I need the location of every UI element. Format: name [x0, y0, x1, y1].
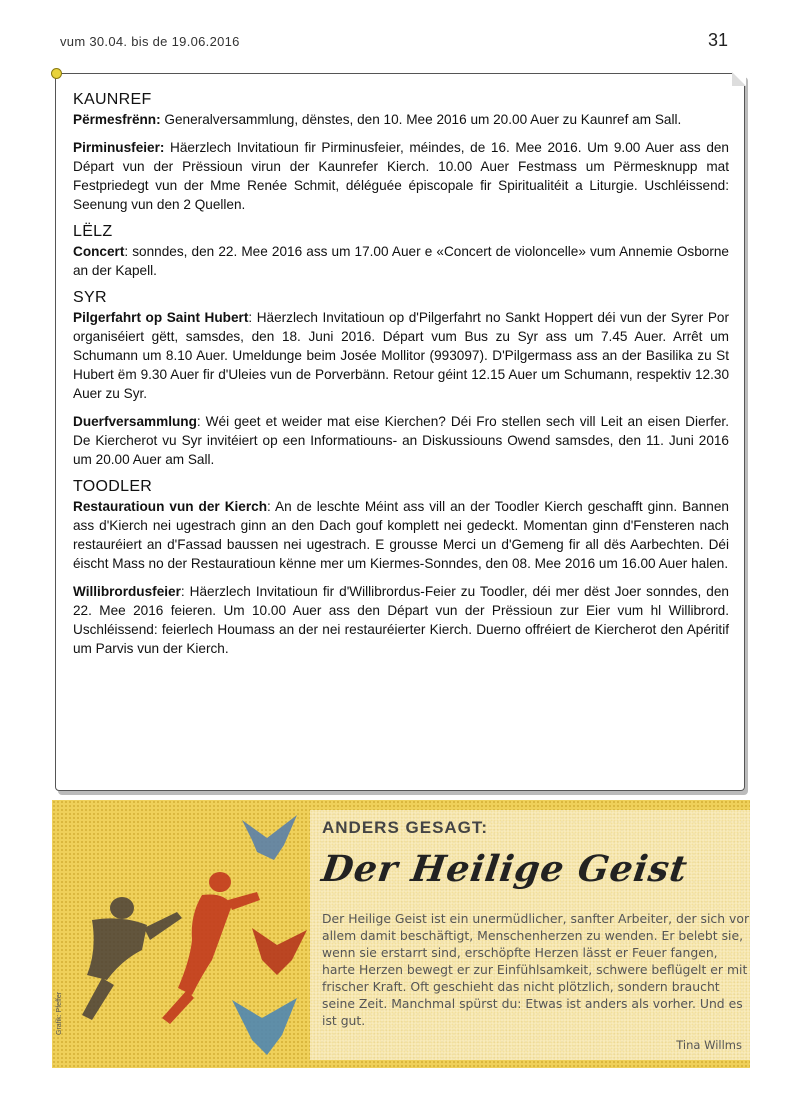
box-title: Der Heilige Geist — [319, 848, 691, 890]
paragraph-text: : Wéi geet et weider mat eise Kierchen? Déi Fro stellen sech vill Leit an eisen Dierfer. De Kiercherot vu Syr invitéiert op een Informatiouns- an Diskussiouns Owend samsdes, den 11. Juni 2016 um 20.00 Auer am Sall. — [73, 414, 729, 467]
paragraph-text: : An de leschte Méint ass vill an der Toodler Kierch geschafft ginn. Bannen ass d'Kierch nei ugestrach ginn an den Dach gouf komplett nei gedeckt. Momentan ginn d'Fensteren nach restauréiert an d'Fassad baussen nei ugestrach. E grousse Merci un d'Gemeng fir all dës Aarbechten. Déi éischt Mass no der Restauratioun kënne mer um Kiermes-Sonndes, den 08. Mee 2016 um 16.00 Auer halen. — [73, 499, 729, 571]
paragraph-lead: Duerfversammlung — [73, 414, 197, 429]
flying-figures-illustration — [52, 800, 312, 1068]
paragraph-lead: Pirminusfeier: — [73, 140, 165, 155]
page-header — [60, 30, 740, 54]
blue-bird-icon — [242, 815, 297, 860]
paragraph — [73, 497, 729, 573]
page-fold-icon — [732, 72, 746, 86]
section-title: KAUNREF — [73, 91, 152, 108]
box-kicker: ANDERS GESAGT: — [322, 818, 489, 837]
box-text: Der Heilige Geist ist ein unermüdlicher, sanfter Arbeiter, der sich vor allem damit beschäftigt, Menschenherzen zu wenden. Er belebt sie, wenn sie erstarrt sind, erschöpfte Herzen lässt er Feuer fangen, harte Herzen bewegt er zur Einfühlsamkeit, schwere beflügelt er mit frischer Kraft. Oft geschieht das nicht plötzlich, sondern braucht seine Zeit. Manchmal spürst du: Etwas ist anders als vorher. Und es ist gut. — [322, 911, 750, 1028]
page-number: 31 — [707, 30, 728, 50]
paragraph-text: Generalversammlung, dënstes, den 10. Mee 2016 um 20.00 Auer zu Kaunref am Sall. — [160, 112, 682, 127]
paragraph-lead: Concert — [73, 244, 125, 259]
paragraph — [73, 582, 729, 658]
paragraph-text: : Häerzlech Invitatioun op d'Pilgerfahrt no Sankt Hoppert déi vun der Syrer Por organiséiert gëtt, samsdes, den 18. Juni 2016. Départ vum Bus zu Syr ass um 7.45 Auer. Arrêt um Schumann um 8.10 Auer. Umeldunge beim Josée Mollitor (993097). D'Pilgermass ass an der Basilika zu St Hubert ëm 9.30 Auer fir d'Uleies vun de Porverbänn. Retour géint 12.15 Auer um Schumann, respektiv 12.30 Auer zu Syr. — [73, 310, 729, 401]
blue-bird-icon — [232, 998, 297, 1055]
section-syr — [73, 289, 729, 469]
art-credit: Grafik: Pfeffer — [56, 991, 63, 1035]
announcements-box — [55, 73, 745, 791]
paragraph — [73, 110, 729, 129]
section-kaunref — [73, 91, 729, 214]
section-toodler — [73, 478, 729, 658]
date-range: vum 30.04. bis de 19.06.2016 — [60, 34, 240, 49]
paragraph-lead: Restauratioun vun der Kierch — [73, 499, 268, 514]
dark-figure-icon — [82, 897, 182, 1020]
red-figure-icon — [162, 872, 260, 1024]
anders-gesagt-box — [52, 800, 750, 1068]
section-title: SYR — [73, 289, 107, 306]
paragraph-lead: Pilgerfahrt op Saint Hubert — [73, 310, 249, 325]
box-author: Tina Willms — [676, 1038, 742, 1052]
section-title: TOODLER — [73, 478, 153, 495]
announcements-content — [73, 91, 729, 667]
paragraph — [73, 308, 729, 403]
section-lelz — [73, 223, 729, 280]
red-bird-icon — [252, 928, 307, 975]
quote-panel — [310, 810, 750, 1060]
paragraph-lead: Përmesfrënn: — [73, 112, 161, 127]
paragraph-lead: Willibrordusfeier — [73, 584, 181, 599]
pin-icon — [51, 68, 62, 79]
paragraph — [73, 138, 729, 214]
paragraph — [73, 242, 729, 280]
paragraph-text: : Häerzlech Invitatioun fir d'Willibrordus-Feier zu Toodler, déi mer dëst Joer sonndes, den 22. Mee 2016 feieren. Um 10.00 Auer ass den Départ vun der Prëssioun zur Eier vum hl Willibrord. Uschléissend: feierlech Houmass an der nei restauréierter Kierch. Duerno offréiert de Kiercherot den Apéritif um Parvis vun der Kierch. — [73, 584, 729, 656]
paragraph — [73, 412, 729, 469]
section-title: LËLZ — [73, 223, 113, 240]
paragraph-text: : sonndes, den 22. Mee 2016 ass um 17.00 Auer e «Concert de violoncelle» vum Annemie Osborne an der Kapell. — [73, 244, 729, 278]
paragraph-text: Häerzlech Invitatioun fir Pirminusfeier, méindes, de 16. Mee 2016. Um 9.00 Auer ass den Départ vun der Prëssioun virun der Kaunrefer Kierch. 10.00 Auer Festmass um Përmesknupp mat Festpriedegt vun der Mme Renée Schmit, déléguée épiscopale fir Spiritualitéit a Liturgie. Uschléissend: Seenung vun den 2 Quellen. — [73, 140, 729, 212]
